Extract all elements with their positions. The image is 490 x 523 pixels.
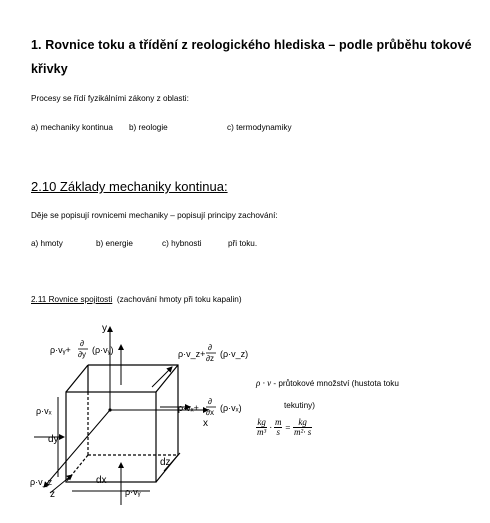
section2-10-item-b: b) energie [96,239,133,248]
label-rho-vx: ρ·vₓ [36,406,52,416]
label-rho-vz: ρ·v_z [30,477,53,487]
flux-z-prefix: ρ·v_z+ [178,349,206,359]
label-dy: dy [48,434,59,445]
label-rho-vy: ρ·vᵧ [125,487,141,497]
section2-10-intro: Děje se popisují rovnicemi mechaniky – popisují principy zachování: [31,211,278,220]
section1-heading-line2: křivky [31,62,68,76]
label-dz: dz [160,457,171,468]
units-formula [256,418,312,437]
annotation-symbol: ρ · v [256,378,272,388]
section2-10-item-d: při toku. [228,239,258,248]
units-fraction-1: $\frac{kg}{\text{m³}}$ [257,417,267,437]
flux-z-suffix: (ρ·v_z) [220,349,249,359]
section2-10-item-c: c) hybnosti [162,239,202,248]
flux-y-num: ∂ [80,339,84,348]
flux-z-num: ∂ [208,343,212,352]
section1-item-b: b) reologie [129,123,168,132]
label-z: z [50,489,55,500]
section2-10-heading: 2.10 Základy mechaniky kontinua: [31,179,228,194]
section1-item-c: c) termodynamiky [227,123,292,132]
section1-item-a: a) mechaniky kontinua [31,123,113,132]
units-dot: · [269,422,272,433]
flux-y-den: ∂y [78,350,86,359]
section1-intro: Procesy se řídí fyzikálními zákony z oblasti: [31,94,189,103]
units-fraction-2: $\frac{m}{s}$ [274,417,282,437]
section2-10-item-a: a) hmoty [31,239,63,248]
units-equals: = [284,422,291,433]
flux-z-den: ∂z [206,354,214,363]
annotation-line1 [256,378,399,388]
section2-11-heading-underlined: 2.11 Rovnice spojitosti [31,295,113,304]
cube-front-face [66,392,156,482]
section1-heading-line1: 1. Rovnice toku a třídění z reologického hlediska – podle průběhu tokové [31,38,472,52]
annotation-text-line2: tekutiny) [284,401,315,410]
section2-11-heading [31,295,242,304]
flux-x-num: ∂ [208,397,212,406]
units-fraction-3: $\frac{kg}{\text{m²· s}}$ [294,417,312,437]
flux-x-suffix: (ρ·vₓ) [220,403,242,413]
flux-y-suffix: (ρ·vᵧ) [92,345,114,355]
label-y: y [102,323,107,334]
label-x: x [203,418,208,429]
flux-y-prefix: ρ·vᵧ+ [50,345,71,355]
flux-x-den: ∂x [206,408,214,417]
label-dx: dx [96,475,107,486]
flux-x-prefix: ρ·vₓ+ [178,403,199,413]
annotation-text-line1: - průtokové množství (hustota toku [273,379,399,388]
section2-11-heading-rest: (zachování hmoty při toku kapalin) [116,295,242,304]
control-volume-diagram [0,315,250,505]
